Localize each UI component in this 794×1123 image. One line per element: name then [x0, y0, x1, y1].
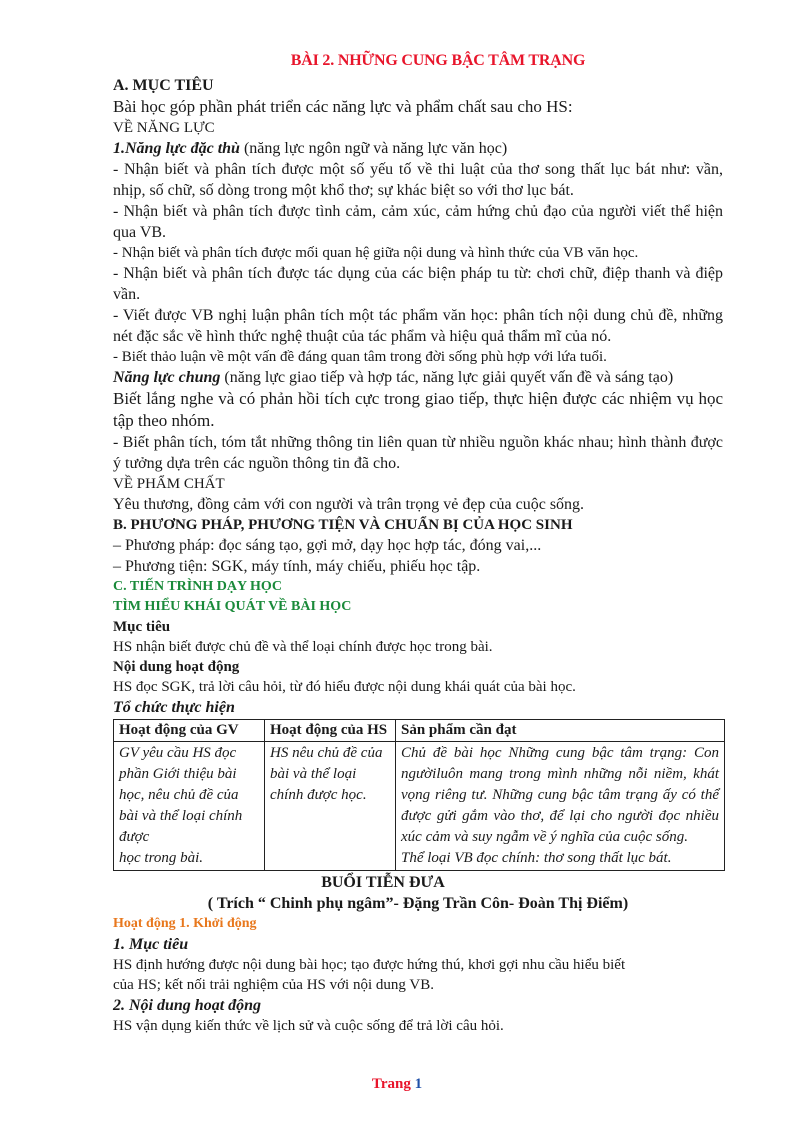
page-footer	[0, 1076, 794, 1093]
objective-item: - Nhận biết và phân tích được mối quan hệ giữa nội dung và hình thức của VB văn học.	[113, 245, 639, 261]
lesson-source: ( Trích “ Chinh phụ ngâm”- Đặng Trần Côn- Đoàn Thị Điểm)	[207, 895, 629, 912]
pham-chat-text: Yêu thương, đồng cảm với con người và trân trọng vẻ đẹp của cuộc sống.	[113, 496, 585, 513]
lesson-title-2: BUỔI TIỄN ĐƯA	[321, 874, 445, 891]
chung-note: (năng lực giao tiếp và hợp tác, năng lực giải quyết vấn đề và sáng tạo)	[220, 369, 674, 386]
document-page	[113, 52, 723, 1036]
activity-muc-tieu-line: HS định hướng được nội dung bài học; tạo được hứng thú, khơi gợi nhu cầu hiểu biết	[113, 957, 626, 973]
section-b-item: – Phương tiện: SGK, máy tính, máy chiếu, phiếu học tập.	[113, 558, 481, 575]
objective-item: - Viết được VB nghị luận phân tích một tác phẩm văn học: phân tích nội dung chủ đề, những nét đặc sắc về hình thức nghệ thuật của tác phẩm và hiệu quả thẩm mĩ của nó.	[113, 307, 723, 345]
section-a-intro: Bài học góp phần phát triển các năng lực và phẩm chất sau cho HS:	[113, 97, 573, 116]
table-cell-sp	[396, 742, 725, 871]
table-cell-gv	[114, 742, 265, 871]
dac-thu-line	[113, 138, 723, 159]
activity-noi-dung-text: HS vận dụng kiến thức về lịch sử và cuộc sống để trả lời câu hỏi.	[113, 1018, 504, 1034]
chung-item: Biết lắng nghe và có phản hồi tích cực trong giao tiếp, thực hiện được các nhiệm vụ học tập theo nhóm.	[113, 389, 723, 430]
section-b-heading: B. PHƯƠNG PHÁP, PHƯƠNG TIỆN VÀ CHUẨN BỊ CỦA HỌC SINH	[113, 517, 573, 533]
pham-chat-heading: VỀ PHẨM CHẤT	[113, 476, 225, 492]
table-header-hs: Hoạt động của HS	[265, 720, 396, 742]
noi-dung-label: Nội dung hoạt động	[113, 659, 240, 675]
table-header-gv: Hoạt động của GV	[114, 720, 265, 742]
chung-line	[113, 367, 723, 388]
noi-dung-text: HS đọc SGK, trả lời câu hỏi, từ đó hiểu được nội dung khái quát của bài học.	[113, 679, 576, 695]
objective-item: - Nhận biết và phân tích được tình cảm, cảm xúc, cảm hứng chủ đạo của người viết thể hiện qua VB.	[113, 203, 723, 241]
table-cell-hs: HS nêu chủ đề của bài và thể loại chính được học.	[265, 742, 396, 871]
section-c-subheading: TÌM HIỂU KHÁI QUÁT VỀ BÀI HỌC	[113, 599, 352, 614]
page-number: 1	[414, 1076, 423, 1092]
sp-text: Thể loại VB đọc chính: thơ song thất lục bát.	[401, 850, 672, 866]
table-row	[114, 742, 725, 871]
section-c-heading: C. TIẾN TRÌNH DẠY HỌC	[113, 579, 282, 594]
chung-item: - Biết phân tích, tóm tắt những thông tin liên quan từ nhiều nguồn khác nhau; hình thành được ý tưởng dựa trên các nguồn thông tin đã cho.	[113, 434, 723, 472]
gv-text: GV yêu cầu HS đọc phần Giới thiệu bài học, nêu chủ đề của bài và thể loại chính được	[119, 745, 243, 845]
table-header-row	[114, 720, 725, 742]
to-chuc-label: Tổ chức thực hiện	[113, 699, 235, 716]
nang-luc-heading: VỀ NĂNG LỰC	[113, 120, 215, 136]
table-header-sp: Sản phẩm cần đạt	[396, 720, 725, 742]
objective-item: - Nhận biết và phân tích được một số yếu tố về thi luật của thơ song thất lục bát như: vần, nhịp, số chữ, số dòng trong một khổ thơ; sự khác biệt so với thơ lục bát.	[113, 161, 723, 199]
section-b-item: – Phương pháp: đọc sáng tạo, gợi mở, dạy học hợp tác, đóng vai,...	[113, 537, 542, 554]
dac-thu-label: 1.Năng lực đặc thù	[113, 140, 240, 157]
section-a-heading: A. MỤC TIÊU	[113, 77, 214, 94]
objective-item: - Nhận biết và phân tích được tác dụng của các biện pháp tu từ: chơi chữ, điệp thanh và điệp vần.	[113, 265, 723, 303]
chung-label: Năng lực chung	[113, 369, 221, 386]
page-label: Trang	[371, 1076, 415, 1092]
activity-muc-tieu-label: 1. Mục tiêu	[113, 936, 189, 953]
muc-tieu-text: HS nhận biết được chủ đề và thể loại chính được học trong bài.	[113, 639, 493, 655]
activity-noi-dung-label: 2. Nội dung hoạt động	[113, 997, 262, 1014]
objective-item: - Biết thảo luận về một vấn đề đáng quan tâm trong đời sống phù hợp với lứa tuổi.	[113, 349, 607, 365]
activity-table	[113, 719, 725, 871]
sp-text: Chủ đề bài học Những cung bậc tâm trạng: Con ngườiluôn mang trong mình những nỗi niềm, khát vọng riêng tư. Những cung bậc tâm trạng ấy có thể được gửi gắm vào thơ, để lại cho người đọc nhiều xúc cảm và suy ngẫm về ý nghĩa của cuộc sống.	[401, 745, 719, 845]
dac-thu-note: (năng lực ngôn ngữ và năng lực văn học)	[239, 140, 508, 157]
activity-muc-tieu-line: của HS; kết nối trải nghiệm của HS với nội dung VB.	[113, 977, 434, 993]
lesson-title: BÀI 2. NHỮNG CUNG BẬC TÂM TRẠNG	[290, 52, 586, 69]
muc-tieu-label: Mục tiêu	[113, 619, 171, 635]
activity-heading: Hoạt động 1. Khởi động	[113, 916, 257, 931]
gv-text: học trong bài.	[119, 850, 204, 866]
